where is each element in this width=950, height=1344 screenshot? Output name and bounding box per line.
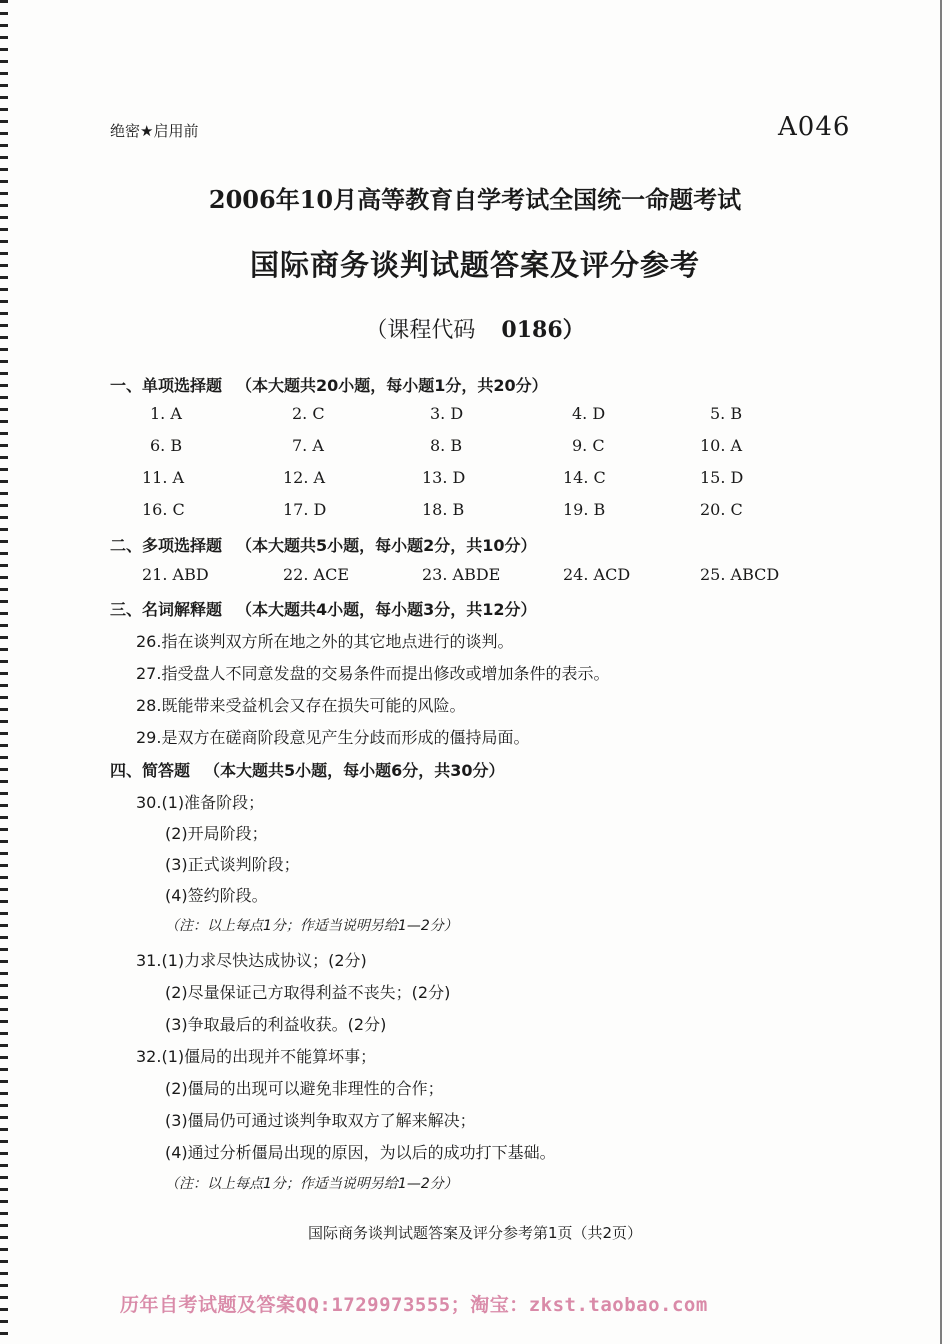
answer-line: (2)开局阶段； bbox=[165, 824, 268, 843]
answer-item: 5. B bbox=[710, 404, 743, 423]
section-note: （本大题共5小题，每小题2分，共10分） bbox=[236, 536, 537, 555]
secret-label: 绝密★启用前 bbox=[110, 122, 199, 140]
answer-item: 4. D bbox=[572, 404, 606, 423]
section-heading-short-answer bbox=[110, 758, 505, 781]
answer-item: 18. B bbox=[422, 500, 465, 519]
answer-item: 3. D bbox=[430, 404, 464, 423]
answer-line: 26.指在谈判双方所在地之外的其它地点进行的谈判。 bbox=[136, 632, 514, 651]
page-title: 国际商务谈判试题答案及评分参考 bbox=[249, 248, 700, 282]
answer-line: 29.是双方在磋商阶段意见产生分歧而形成的僵持局面。 bbox=[136, 728, 530, 747]
section-note: （本大题共4小题，每小题3分，共12分） bbox=[236, 600, 537, 619]
answer-item: 20. C bbox=[700, 500, 743, 519]
answer-item: 23. ABDE bbox=[422, 565, 501, 584]
answer-line: 32.(1)僵局的出现并不能算坏事； bbox=[136, 1047, 377, 1066]
answer-item: 17. D bbox=[283, 500, 327, 519]
document-code: A046 bbox=[778, 112, 851, 142]
answer-item: 10. A bbox=[700, 436, 743, 455]
scoring-note: （注：以上每点1分；作适当说明另给1—2分） bbox=[165, 1176, 458, 1192]
section-note: （本大题共20小题，每小题1分，共20分） bbox=[236, 376, 548, 395]
answer-line: 28.既能带来受益机会又存在损失可能的风险。 bbox=[136, 696, 466, 715]
answer-line: (3)僵局仍可通过谈判争取双方了解来解决； bbox=[165, 1111, 476, 1130]
answer-item: 22. ACE bbox=[283, 565, 350, 584]
answer-item: 11. A bbox=[142, 468, 185, 487]
answer-item: 14. C bbox=[563, 468, 606, 487]
answer-line: (4)签约阶段。 bbox=[165, 886, 268, 905]
answer-item: 24. ACD bbox=[563, 565, 631, 584]
answer-item: 21. ABD bbox=[142, 565, 209, 584]
section-title: 一、单项选择题 bbox=[110, 376, 223, 395]
page-footer: 国际商务谈判试题答案及评分参考第1页（共2页） bbox=[307, 1224, 643, 1242]
course-label: （课程代码 bbox=[365, 318, 476, 343]
course-code-line bbox=[0, 313, 950, 344]
answer-item: 6. B bbox=[150, 436, 183, 455]
scoring-note: （注：以上每点1分；作适当说明另给1—2分） bbox=[165, 918, 458, 934]
answer-item: 16. C bbox=[142, 500, 185, 519]
answer-item: 8. B bbox=[430, 436, 463, 455]
section-heading-definitions bbox=[110, 597, 537, 620]
answer-item: 15. D bbox=[700, 468, 744, 487]
answer-item: 1. A bbox=[150, 404, 182, 423]
section-title: 二、多项选择题 bbox=[110, 536, 223, 555]
section-note: （本大题共5小题，每小题6分，共30分） bbox=[204, 761, 505, 780]
watermark: 历年自考试题及答案QQ:1729973555；淘宝：zkst.taobao.com bbox=[120, 1294, 708, 1316]
section-heading-single-choice bbox=[110, 373, 548, 396]
answer-item: 25. ABCD bbox=[700, 565, 780, 584]
course-code: 0186） bbox=[501, 317, 585, 343]
answer-line: (3)争取最后的利益收获。(2分) bbox=[165, 1015, 387, 1034]
answer-item: 2. C bbox=[292, 404, 325, 423]
answer-item: 9. C bbox=[572, 436, 605, 455]
answer-item: 12. A bbox=[283, 468, 326, 487]
answer-line: 31.(1)力求尽快达成协议；(2分) bbox=[136, 951, 367, 970]
answer-line: (2)僵局的出现可以避免非理性的合作； bbox=[165, 1079, 444, 1098]
answer-line: 27.指受盘人不同意发盘的交易条件而提出修改或增加条件的表示。 bbox=[136, 664, 610, 683]
section-title: 四、简答题 bbox=[110, 761, 191, 780]
answer-item: 7. A bbox=[292, 436, 324, 455]
answer-item: 19. B bbox=[563, 500, 606, 519]
answer-line: (3)正式谈判阶段； bbox=[165, 855, 300, 874]
section-heading-multiple-choice bbox=[110, 533, 537, 556]
answer-line: (4)通过分析僵局出现的原因，为以后的成功打下基础。 bbox=[165, 1143, 556, 1162]
answer-line: (2)尽量保证己方取得利益不丧失；(2分) bbox=[165, 983, 451, 1002]
exam-title: 2006年10月高等教育自学考试全国统一命题考试 bbox=[208, 185, 742, 214]
answer-item: 13. D bbox=[422, 468, 466, 487]
section-title: 三、名词解释题 bbox=[110, 600, 223, 619]
answer-line: 30.(1)准备阶段； bbox=[136, 793, 265, 812]
